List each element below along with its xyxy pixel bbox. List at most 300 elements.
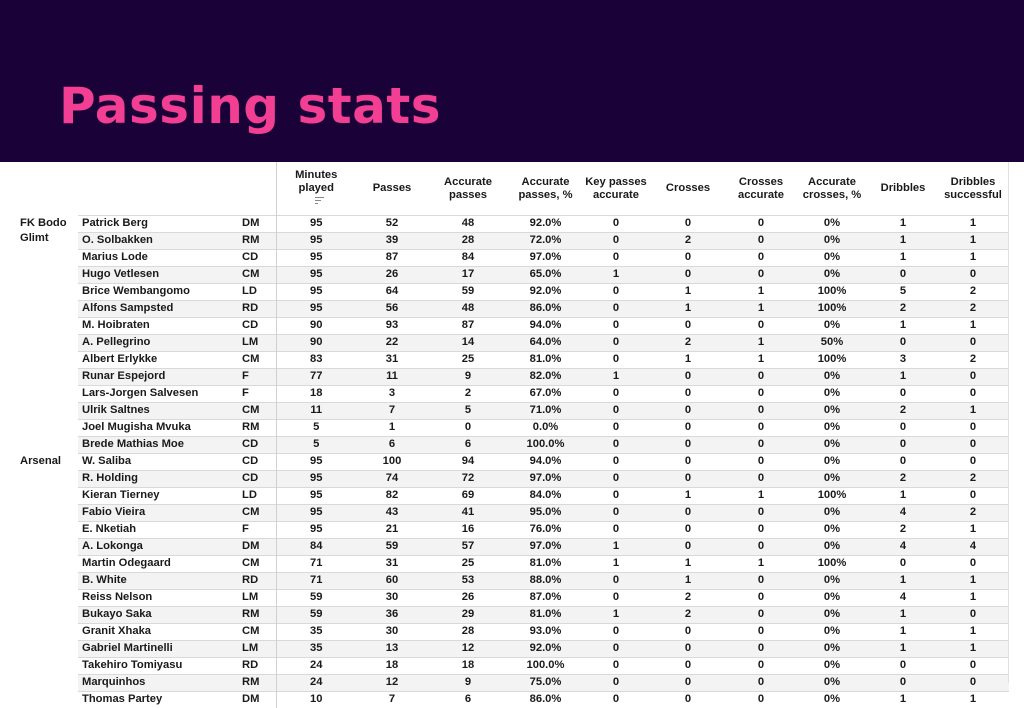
cell-passes: 26 <box>356 267 428 284</box>
cell-accurate-passes: 84 <box>428 250 508 267</box>
table-row[interactable] <box>16 250 1009 267</box>
cell-dribbles-successful: 0 <box>937 369 1009 386</box>
table-body <box>16 216 1009 708</box>
table-row[interactable] <box>16 216 1009 233</box>
cell-accurate-passes-pct: 92.0% <box>508 216 583 233</box>
cell-accurate-passes-pct: 95.0% <box>508 505 583 522</box>
cell-dribbles: 1 <box>869 488 937 505</box>
table-row[interactable] <box>16 420 1009 437</box>
cell-crosses: 2 <box>649 335 727 352</box>
cell-accurate-passes: 28 <box>428 624 508 641</box>
cell-accurate-passes-pct: 86.0% <box>508 692 583 708</box>
cell-crosses-accurate: 0 <box>727 658 795 675</box>
cell-minutes-played: 90 <box>276 335 356 352</box>
cell-dribbles-successful: 1 <box>937 216 1009 233</box>
cell-crosses-accurate: 0 <box>727 607 795 624</box>
cell-dribbles-successful: 1 <box>937 641 1009 658</box>
cell-dribbles: 3 <box>869 352 937 369</box>
cell-accurate-crosses-pct: 50% <box>795 335 869 352</box>
player-name: E. Nketiah <box>78 522 234 539</box>
cell-crosses: 0 <box>649 437 727 454</box>
cell-accurate-passes-pct: 71.0% <box>508 403 583 420</box>
cell-crosses: 0 <box>649 658 727 675</box>
cell-dribbles: 1 <box>869 607 937 624</box>
table-row[interactable] <box>16 233 1009 250</box>
cell-crosses: 0 <box>649 318 727 335</box>
cell-crosses-accurate: 0 <box>727 590 795 607</box>
player-position: RM <box>234 233 276 250</box>
cell-crosses: 0 <box>649 675 727 692</box>
cell-dribbles-successful: 0 <box>937 267 1009 284</box>
cell-accurate-passes: 2 <box>428 386 508 403</box>
header-player <box>78 162 234 216</box>
header-banner <box>0 0 1024 162</box>
cell-minutes-played: 95 <box>276 301 356 318</box>
cell-accurate-passes-pct: 76.0% <box>508 522 583 539</box>
cell-passes: 31 <box>356 556 428 573</box>
player-name: Brice Wembangomo <box>78 284 234 301</box>
cell-minutes-played: 95 <box>276 505 356 522</box>
cell-minutes-played: 95 <box>276 267 356 284</box>
sort-descending-icon[interactable] <box>315 197 324 205</box>
cell-crosses-accurate: 1 <box>727 335 795 352</box>
table-row[interactable] <box>16 318 1009 335</box>
player-name: Bukayo Saka <box>78 607 234 624</box>
player-position: CD <box>234 318 276 335</box>
player-position: RD <box>234 573 276 590</box>
cell-key-passes-accurate: 1 <box>583 539 649 556</box>
player-name: Kieran Tierney <box>78 488 234 505</box>
player-name: Reiss Nelson <box>78 590 234 607</box>
player-name: W. Saliba <box>78 454 234 471</box>
player-position: CM <box>234 505 276 522</box>
cell-minutes-played: 24 <box>276 658 356 675</box>
table-row[interactable] <box>16 641 1009 658</box>
cell-accurate-crosses-pct: 0% <box>795 454 869 471</box>
cell-crosses: 0 <box>649 505 727 522</box>
cell-minutes-played: 95 <box>276 233 356 250</box>
player-position: F <box>234 386 276 403</box>
cell-dribbles-successful: 4 <box>937 539 1009 556</box>
header-dribbles[interactable]: Dribbles <box>869 162 937 216</box>
cell-key-passes-accurate: 0 <box>583 641 649 658</box>
player-name: M. Hoibraten <box>78 318 234 335</box>
cell-crosses: 0 <box>649 369 727 386</box>
player-name: Fabio Vieira <box>78 505 234 522</box>
cell-crosses: 0 <box>649 641 727 658</box>
table-row[interactable] <box>16 437 1009 454</box>
cell-accurate-passes-pct: 97.0% <box>508 471 583 488</box>
cell-dribbles: 4 <box>869 590 937 607</box>
cell-accurate-passes-pct: 84.0% <box>508 488 583 505</box>
cell-dribbles-successful: 1 <box>937 590 1009 607</box>
cell-crosses: 0 <box>649 454 727 471</box>
cell-crosses: 1 <box>649 284 727 301</box>
cell-dribbles: 1 <box>869 624 937 641</box>
cell-crosses-accurate: 0 <box>727 539 795 556</box>
table-row[interactable] <box>16 369 1009 386</box>
cell-key-passes-accurate: 1 <box>583 607 649 624</box>
cell-accurate-crosses-pct: 0% <box>795 539 869 556</box>
cell-accurate-passes-pct: 67.0% <box>508 386 583 403</box>
table-row[interactable] <box>16 471 1009 488</box>
cell-crosses-accurate: 1 <box>727 488 795 505</box>
table-row[interactable] <box>16 335 1009 352</box>
header-crosses[interactable]: Crosses <box>649 162 727 216</box>
player-name: Ulrik Saltnes <box>78 403 234 420</box>
cell-accurate-passes: 26 <box>428 590 508 607</box>
cell-passes: 39 <box>356 233 428 250</box>
cell-accurate-crosses-pct: 0% <box>795 590 869 607</box>
header-passes[interactable]: Passes <box>356 162 428 216</box>
cell-accurate-crosses-pct: 0% <box>795 369 869 386</box>
cell-key-passes-accurate: 0 <box>583 675 649 692</box>
player-position: RD <box>234 301 276 318</box>
table-row[interactable] <box>16 539 1009 556</box>
cell-accurate-passes-pct: 81.0% <box>508 556 583 573</box>
table-row[interactable] <box>16 607 1009 624</box>
cell-accurate-crosses-pct: 0% <box>795 658 869 675</box>
cell-accurate-crosses-pct: 0% <box>795 437 869 454</box>
cell-crosses-accurate: 0 <box>727 624 795 641</box>
cell-accurate-passes-pct: 82.0% <box>508 369 583 386</box>
table-row[interactable] <box>16 488 1009 505</box>
cell-dribbles: 0 <box>869 556 937 573</box>
cell-accurate-passes-pct: 87.0% <box>508 590 583 607</box>
cell-crosses-accurate: 0 <box>727 454 795 471</box>
cell-dribbles: 4 <box>869 505 937 522</box>
cell-minutes-played: 95 <box>276 454 356 471</box>
player-name: Gabriel Martinelli <box>78 641 234 658</box>
cell-crosses-accurate: 0 <box>727 386 795 403</box>
cell-passes: 64 <box>356 284 428 301</box>
cell-crosses-accurate: 1 <box>727 284 795 301</box>
cell-crosses: 2 <box>649 607 727 624</box>
cell-accurate-crosses-pct: 0% <box>795 505 869 522</box>
cell-key-passes-accurate: 1 <box>583 556 649 573</box>
cell-passes: 52 <box>356 216 428 233</box>
cell-accurate-crosses-pct: 0% <box>795 675 869 692</box>
cell-passes: 74 <box>356 471 428 488</box>
table-row[interactable] <box>16 658 1009 675</box>
cell-key-passes-accurate: 0 <box>583 250 649 267</box>
header-position <box>234 162 276 216</box>
table-row[interactable] <box>16 590 1009 607</box>
cell-crosses-accurate: 0 <box>727 437 795 454</box>
cell-crosses-accurate: 0 <box>727 403 795 420</box>
cell-minutes-played: 59 <box>276 607 356 624</box>
header-crosses-accurate[interactable]: Crosses accurate <box>727 162 795 216</box>
player-name: O. Solbakken <box>78 233 234 250</box>
cell-passes: 21 <box>356 522 428 539</box>
table-row[interactable] <box>16 284 1009 301</box>
cell-passes: 56 <box>356 301 428 318</box>
cell-crosses-accurate: 0 <box>727 267 795 284</box>
cell-accurate-passes: 53 <box>428 573 508 590</box>
table-row[interactable] <box>16 386 1009 403</box>
player-name: Albert Erlykke <box>78 352 234 369</box>
cell-crosses-accurate: 0 <box>727 369 795 386</box>
cell-crosses-accurate: 0 <box>727 250 795 267</box>
cell-dribbles: 0 <box>869 386 937 403</box>
cell-accurate-passes: 69 <box>428 488 508 505</box>
team-name: FK Bodo Glimt <box>16 216 78 454</box>
table-header-row <box>16 162 1009 216</box>
cell-accurate-passes: 9 <box>428 675 508 692</box>
table-row[interactable] <box>16 403 1009 420</box>
cell-key-passes-accurate: 0 <box>583 658 649 675</box>
cell-accurate-crosses-pct: 100% <box>795 556 869 573</box>
cell-crosses: 0 <box>649 624 727 641</box>
cell-dribbles-successful: 1 <box>937 250 1009 267</box>
table-row[interactable] <box>16 267 1009 284</box>
cell-dribbles-successful: 0 <box>937 437 1009 454</box>
cell-dribbles-successful: 0 <box>937 454 1009 471</box>
player-name: Brede Mathias Moe <box>78 437 234 454</box>
cell-accurate-passes: 14 <box>428 335 508 352</box>
page-title: Passing stats <box>59 76 441 136</box>
cell-crosses-accurate: 0 <box>727 692 795 708</box>
cell-key-passes-accurate: 0 <box>583 488 649 505</box>
cell-accurate-passes: 48 <box>428 301 508 318</box>
cell-dribbles: 0 <box>869 658 937 675</box>
table-row[interactable] <box>16 692 1009 708</box>
header-accurate-crosses-pct[interactable]: Accurate crosses, % <box>795 162 869 216</box>
cell-minutes-played: 83 <box>276 352 356 369</box>
cell-key-passes-accurate: 0 <box>583 386 649 403</box>
cell-crosses-accurate: 0 <box>727 216 795 233</box>
cell-accurate-passes: 57 <box>428 539 508 556</box>
cell-crosses: 0 <box>649 522 727 539</box>
cell-accurate-passes: 28 <box>428 233 508 250</box>
cell-crosses-accurate: 0 <box>727 318 795 335</box>
cell-passes: 6 <box>356 437 428 454</box>
cell-crosses-accurate: 0 <box>727 675 795 692</box>
cell-key-passes-accurate: 0 <box>583 624 649 641</box>
cell-accurate-passes-pct: 92.0% <box>508 284 583 301</box>
cell-dribbles-successful: 0 <box>937 607 1009 624</box>
player-position: RM <box>234 420 276 437</box>
cell-passes: 12 <box>356 675 428 692</box>
cell-accurate-crosses-pct: 100% <box>795 284 869 301</box>
cell-passes: 87 <box>356 250 428 267</box>
player-name: Marquinhos <box>78 675 234 692</box>
cell-passes: 82 <box>356 488 428 505</box>
player-position: CM <box>234 556 276 573</box>
player-name: Runar Espejord <box>78 369 234 386</box>
cell-crosses: 0 <box>649 250 727 267</box>
cell-accurate-passes-pct: 81.0% <box>508 607 583 624</box>
player-name: B. White <box>78 573 234 590</box>
cell-accurate-passes: 48 <box>428 216 508 233</box>
cell-dribbles: 1 <box>869 573 937 590</box>
cell-crosses-accurate: 0 <box>727 233 795 250</box>
table-row[interactable] <box>16 522 1009 539</box>
cell-accurate-crosses-pct: 100% <box>795 488 869 505</box>
cell-crosses: 0 <box>649 386 727 403</box>
cell-dribbles: 2 <box>869 301 937 318</box>
cell-crosses: 1 <box>649 488 727 505</box>
cell-crosses: 0 <box>649 420 727 437</box>
cell-crosses: 1 <box>649 573 727 590</box>
player-position: RM <box>234 675 276 692</box>
cell-passes: 13 <box>356 641 428 658</box>
header-minutes-played[interactable] <box>276 162 356 216</box>
cell-crosses-accurate: 0 <box>727 573 795 590</box>
table-row[interactable] <box>16 573 1009 590</box>
cell-accurate-passes-pct: 92.0% <box>508 641 583 658</box>
cell-dribbles: 1 <box>869 216 937 233</box>
cell-accurate-passes: 41 <box>428 505 508 522</box>
player-position: F <box>234 369 276 386</box>
cell-passes: 60 <box>356 573 428 590</box>
cell-passes: 43 <box>356 505 428 522</box>
player-position: DM <box>234 216 276 233</box>
player-position: RM <box>234 607 276 624</box>
cell-accurate-passes: 72 <box>428 471 508 488</box>
cell-dribbles: 0 <box>869 420 937 437</box>
cell-dribbles-successful: 0 <box>937 658 1009 675</box>
cell-accurate-passes: 87 <box>428 318 508 335</box>
cell-dribbles: 0 <box>869 335 937 352</box>
cell-minutes-played: 5 <box>276 437 356 454</box>
cell-accurate-crosses-pct: 0% <box>795 573 869 590</box>
cell-accurate-crosses-pct: 0% <box>795 624 869 641</box>
header-dribbles-successful[interactable]: Dribbles successful <box>937 162 1009 216</box>
cell-accurate-passes: 29 <box>428 607 508 624</box>
cell-accurate-passes-pct: 97.0% <box>508 250 583 267</box>
player-name: Joel Mugisha Mvuka <box>78 420 234 437</box>
cell-accurate-passes-pct: 75.0% <box>508 675 583 692</box>
cell-passes: 18 <box>356 658 428 675</box>
table-row[interactable] <box>16 675 1009 692</box>
cell-crosses: 2 <box>649 590 727 607</box>
player-name: Marius Lode <box>78 250 234 267</box>
cell-accurate-passes: 17 <box>428 267 508 284</box>
cell-crosses-accurate: 0 <box>727 641 795 658</box>
header-team <box>16 162 78 216</box>
player-position: LM <box>234 590 276 607</box>
cell-dribbles-successful: 1 <box>937 624 1009 641</box>
player-position: LM <box>234 641 276 658</box>
cell-accurate-crosses-pct: 0% <box>795 267 869 284</box>
cell-passes: 36 <box>356 607 428 624</box>
header-key-passes-accurate[interactable]: Key passes accurate <box>583 162 649 216</box>
cell-dribbles: 0 <box>869 437 937 454</box>
cell-accurate-crosses-pct: 0% <box>795 233 869 250</box>
cell-passes: 30 <box>356 590 428 607</box>
cell-accurate-passes-pct: 64.0% <box>508 335 583 352</box>
player-position: RD <box>234 658 276 675</box>
player-position: LD <box>234 488 276 505</box>
cell-passes: 22 <box>356 335 428 352</box>
cell-key-passes-accurate: 0 <box>583 301 649 318</box>
cell-key-passes-accurate: 0 <box>583 403 649 420</box>
cell-dribbles: 0 <box>869 454 937 471</box>
table-row[interactable] <box>16 301 1009 318</box>
cell-accurate-crosses-pct: 0% <box>795 641 869 658</box>
player-name: A. Pellegrino <box>78 335 234 352</box>
cell-key-passes-accurate: 0 <box>583 454 649 471</box>
cell-passes: 3 <box>356 386 428 403</box>
table-row[interactable] <box>16 454 1009 471</box>
cell-dribbles: 5 <box>869 284 937 301</box>
cell-dribbles-successful: 0 <box>937 488 1009 505</box>
team-name: Arsenal <box>16 454 78 708</box>
cell-dribbles-successful: 0 <box>937 420 1009 437</box>
cell-dribbles: 1 <box>869 641 937 658</box>
table-right-border <box>1008 162 1009 683</box>
cell-crosses-accurate: 0 <box>727 420 795 437</box>
player-position: CD <box>234 437 276 454</box>
player-position: CM <box>234 624 276 641</box>
cell-key-passes-accurate: 0 <box>583 335 649 352</box>
cell-accurate-crosses-pct: 0% <box>795 471 869 488</box>
cell-dribbles: 1 <box>869 369 937 386</box>
header-accurate-passes[interactable]: Accurate passes <box>428 162 508 216</box>
cell-accurate-passes-pct: 93.0% <box>508 624 583 641</box>
cell-minutes-played: 59 <box>276 590 356 607</box>
player-position: LM <box>234 335 276 352</box>
table-row[interactable] <box>16 556 1009 573</box>
cell-dribbles: 1 <box>869 250 937 267</box>
cell-dribbles-successful: 0 <box>937 556 1009 573</box>
table-row[interactable] <box>16 505 1009 522</box>
table-row[interactable] <box>16 352 1009 369</box>
cell-accurate-crosses-pct: 0% <box>795 386 869 403</box>
cell-accurate-passes: 0 <box>428 420 508 437</box>
cell-key-passes-accurate: 0 <box>583 573 649 590</box>
cell-crosses-accurate: 0 <box>727 522 795 539</box>
cell-accurate-passes: 9 <box>428 369 508 386</box>
cell-accurate-crosses-pct: 0% <box>795 522 869 539</box>
cell-dribbles: 2 <box>869 522 937 539</box>
cell-key-passes-accurate: 0 <box>583 505 649 522</box>
cell-key-passes-accurate: 0 <box>583 352 649 369</box>
cell-key-passes-accurate: 0 <box>583 216 649 233</box>
table-row[interactable] <box>16 624 1009 641</box>
cell-key-passes-accurate: 0 <box>583 590 649 607</box>
cell-accurate-passes: 25 <box>428 352 508 369</box>
player-name: Thomas Partey <box>78 692 234 708</box>
cell-accurate-passes: 16 <box>428 522 508 539</box>
cell-dribbles-successful: 1 <box>937 573 1009 590</box>
cell-key-passes-accurate: 0 <box>583 522 649 539</box>
cell-minutes-played: 71 <box>276 556 356 573</box>
cell-minutes-played: 10 <box>276 692 356 708</box>
cell-crosses: 1 <box>649 556 727 573</box>
cell-dribbles-successful: 2 <box>937 505 1009 522</box>
cell-crosses: 0 <box>649 539 727 556</box>
cell-minutes-played: 95 <box>276 522 356 539</box>
header-accurate-passes-pct[interactable]: Accurate passes, % <box>508 162 583 216</box>
cell-dribbles-successful: 1 <box>937 318 1009 335</box>
cell-accurate-passes-pct: 94.0% <box>508 318 583 335</box>
cell-accurate-passes-pct: 100.0% <box>508 658 583 675</box>
cell-accurate-crosses-pct: 100% <box>795 301 869 318</box>
cell-key-passes-accurate: 0 <box>583 284 649 301</box>
cell-minutes-played: 71 <box>276 573 356 590</box>
cell-key-passes-accurate: 0 <box>583 318 649 335</box>
cell-accurate-passes-pct: 88.0% <box>508 573 583 590</box>
cell-passes: 93 <box>356 318 428 335</box>
cell-dribbles-successful: 0 <box>937 335 1009 352</box>
cell-dribbles-successful: 2 <box>937 301 1009 318</box>
cell-minutes-played: 35 <box>276 641 356 658</box>
cell-key-passes-accurate: 0 <box>583 437 649 454</box>
player-position: CM <box>234 267 276 284</box>
cell-dribbles-successful: 2 <box>937 284 1009 301</box>
